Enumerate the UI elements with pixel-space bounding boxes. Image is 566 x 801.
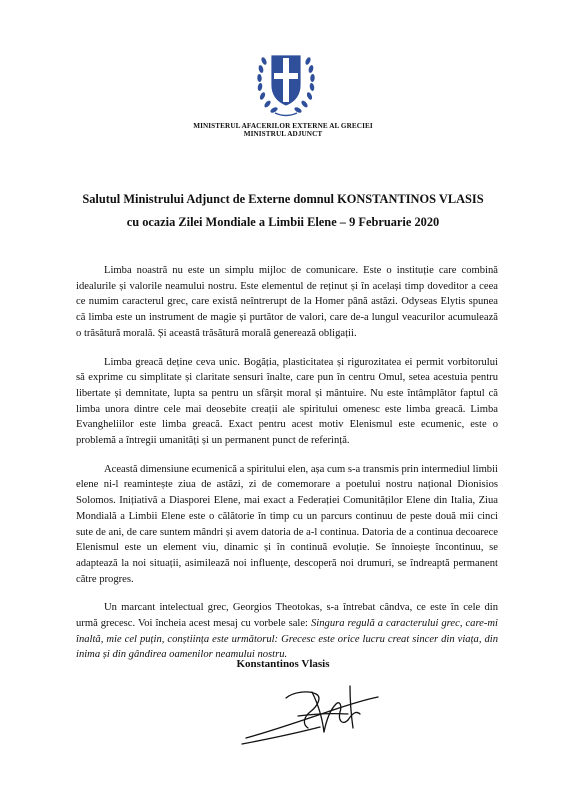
paragraph-1: Limba noastră nu este un simplu mijloc de comunicare. Este o instituție care combină idealurile și valorile neamului nostru. Este elementul de reținut și în același timp doveditor a ceea ce numim caracterul grec, care există neîntrerupt de la Homer până astăzi. Odyseas Elytis spunea că limba este un instrument de magie și purtător de valori, care de-a lungul veacurilor acumulează o trăsătură morală. Și această trăsătură morală generează obligații. [76, 265, 498, 339]
paragraph-3: Această dimensiune ecumenică a spiritului elen, așa cum s-a transmis prin intermediul limbii elene ni-l reamintește ziua de astăzi, zi de comemorare a poetului nostru național Dionisios Solomos. Inițiativă a Diasporei Elene, mai exact a Federației Comunităților Elene din Italia, Ziua Mondială a Limbii Elene este o călătorie în timp cu un parcurs continuu de peste două mii cinci sute de ani, de care suntem mândri și avem datoria de a-l continua. Datoria de a continua decoarece Elenismul este un element viu, dinamic și în continuă evoluție. Se înnoiește încontinuu, se adaptează la noi situații, asimilează noi influențe, descoperă noi drumuri, se îndreaptă permanent către progres. [76, 463, 498, 585]
ministry-subtitle: MINISTRUL ADJUNCT [243, 130, 323, 138]
signatory-name: Konstantinos Vlasis [236, 658, 330, 670]
document-subtitle: cu ocazia Zilei Mondiale a Limbii Elene – 9 Februarie 2020 [126, 215, 440, 229]
ministry-name: MINISTERUL AFACERILOR EXTERNE AL GRECIEI [193, 122, 373, 130]
paragraph-2: Limba greacă deține ceva unic. Bogăția, plasticitatea și rigurozitatea ei permit vorbitorului să exprime cu simplitate și claritate sensuri înalte, care pun în centru Omul, setea acestuia pentru libertate și demnitate, lupta sa pentru un sfârșit moral și mântuire. Nu este întâmplător faptul că limba unora dintre cele mai deosebite creații ale spiritului omenesc este limba greacă. Limba Evangheliilor este limba greacă. Exact pentru acest motiv Elenismul este ecumenic, este o problemă a întregii umanități și un permanent punct de referință. [76, 356, 498, 447]
paragraph-4-quote: Singura regulă a caracterului grec, care-mi înaltă, mie cel puțin, conștiința este următorul: Grecesc este orice lucru creat sincer din viața, din inima și din gândirea oamenilor neamului nostru. [76, 618, 498, 661]
paragraph-4-lead: Un marcant intelectual grec, Georgios Theotokas, s-a întrebat cândva, ce este în cele din urmă grecesc. Voi încheia acest mesaj cu vorbele sale: [76, 602, 498, 630]
document-body [76, 263, 498, 676]
handwritten-signature-icon [238, 680, 388, 750]
greek-coat-of-arms-icon [255, 47, 317, 119]
paragraph-4 [76, 600, 498, 663]
document-title: Salutul Ministrului Adjunct de Externe domnul KONSTANTINOS VLASIS [82, 192, 484, 206]
